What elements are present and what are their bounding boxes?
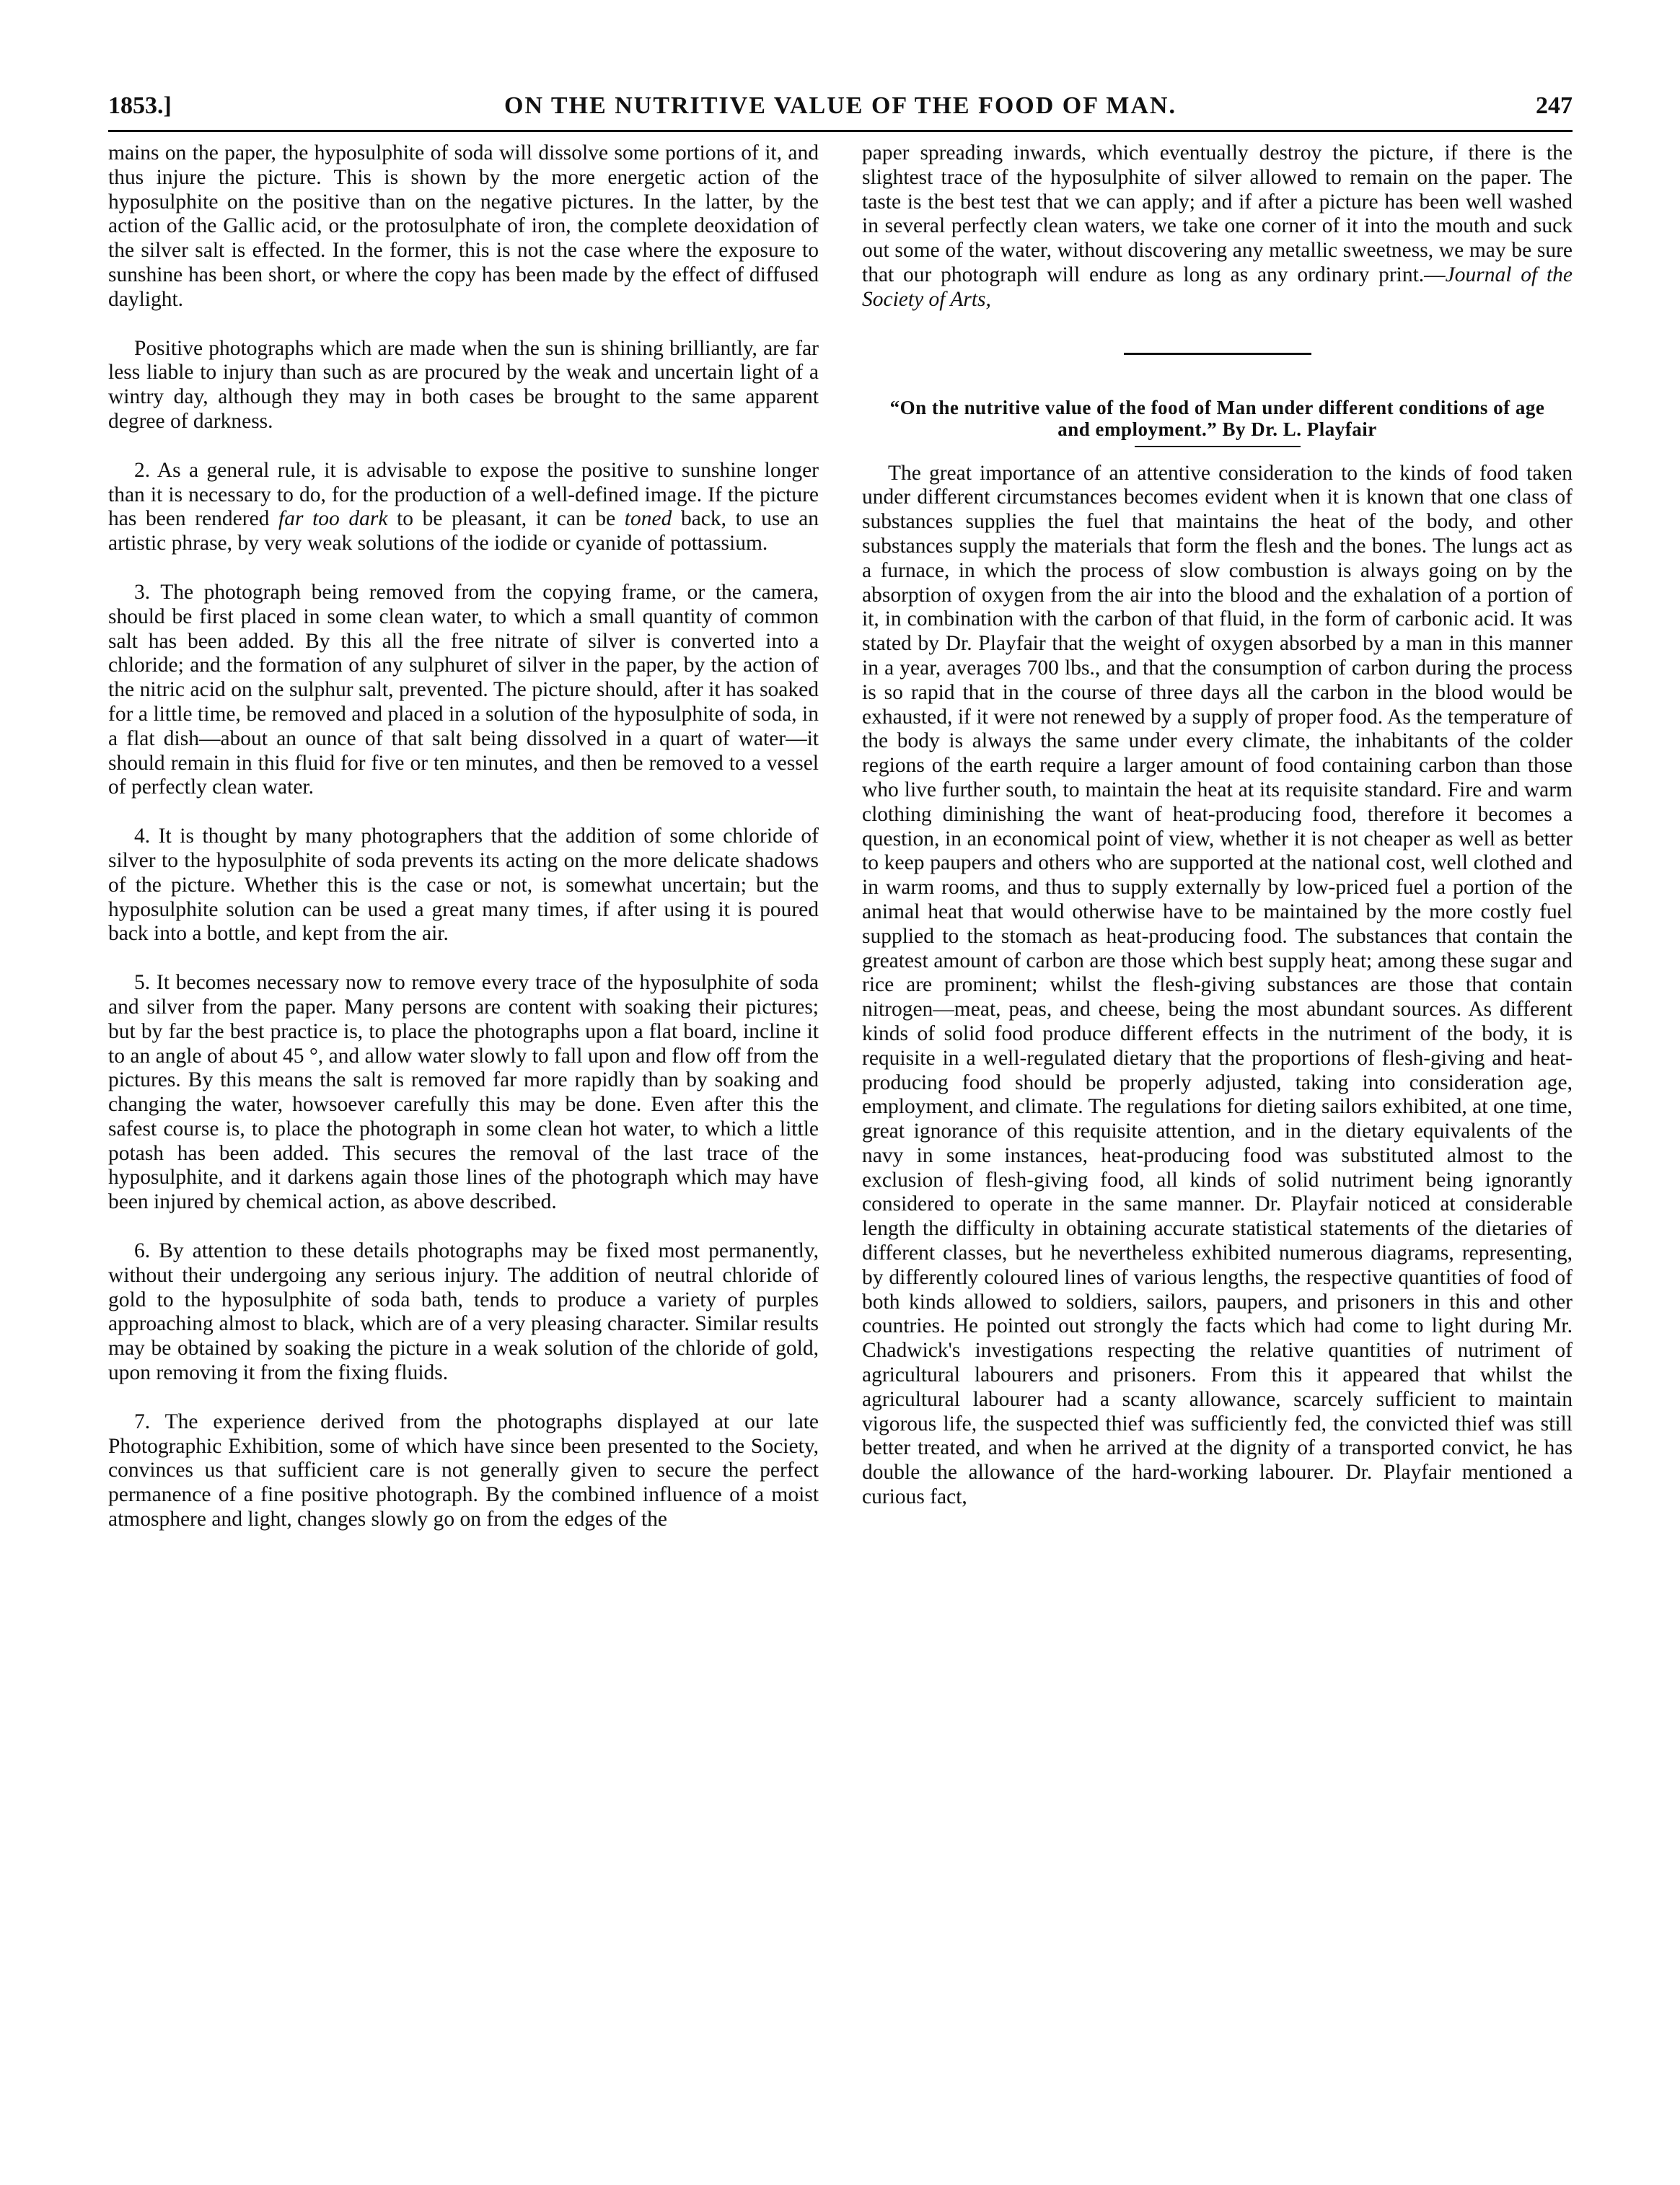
paragraph-text: back, to use an artistic phrase, by very weak solutions of the iodide or cyanide of pottassium. <box>108 507 819 555</box>
source-citation: Journal of the Society of Arts, <box>862 263 1573 311</box>
paragraph: 7. The experience derived from the photographs displayed at our late Photographic Exhibition, some of which have since been presented to the Society, convinces us that sufficient care is not generally given to secure the perfect permanence of a fine positive photograph. By the combined influence of a moist atmosphere and light, changes slowly go on from the edges of the <box>108 1410 819 1531</box>
article-heading: “On the nutritive value of the food of Man under different conditions of age and employment.” By Dr. L. Playfair <box>889 396 1545 440</box>
paragraph: 5. It becomes necessary now to remove every trace of the hyposulphite of soda and silver from the paper. Many persons are content with soaking their pictures; but by far the best practice is, to place the photographs upon a flat board, incline it to an angle of about 45 °, and allow water slowly to fall upon and flow off from the pictures. By this means the salt is removed far more rapidly than by soaking and changing the water, howsoever carefully this may be done. Even after this the safest course is, to place the photograph in some clean hot water, to which a little potash has been added. This secures the removal of the last trace of the hyposulphite, and it darkens again those lines of the photograph which may have been injured by chemical action, as above described. <box>108 971 819 1214</box>
header-year: 1853.] <box>108 92 172 119</box>
left-column <box>108 141 819 1557</box>
paragraph: 4. It is thought by many photographers that the addition of some chloride of silver to the hyposulphite of soda prevents its acting on the more delicate shadows of the picture. Whether this is the case or not, is somewhat uncertain; but the hyposulphite solution can be used a great many times, if after using it is poured back into a bottle, and kept from the air. <box>108 825 819 946</box>
paragraph-text: paper spreading inwards, which eventually destroy the picture, if there is the slightest trace of the hyposulphite of silver allowed to remain on the paper. The taste is the best test that we can apply; and if after a picture has been well washed in several perfectly clean waters, we take one corner of it into the mouth and suck out some of the water, without discovering any metallic sweetness, we may be sure that our photograph will endure as long as any ordinary print.— <box>862 141 1573 286</box>
right-column <box>862 141 1573 1534</box>
italic-phrase: toned <box>624 507 672 531</box>
paragraph <box>862 141 1573 312</box>
page-number: 247 <box>1536 92 1573 119</box>
italic-phrase: far too dark <box>278 507 388 531</box>
paragraph-text: 2. As a general rule, it is advisable to expose the positive to sunshine longer than it is necessary to do, for the production of a well-defined image. If the picture has been rendered <box>108 458 819 531</box>
paragraph: 3. The photograph being removed from the copying frame, or the camera, should be first placed in some clean water, to which a small quantity of common salt has been added. By this all the free nitrate of silver is converted into a chloride; and the formation of any sulphuret of silver in the paper, by the action of the nitric acid on the sulphur salt, prevented. The picture should, after it has soaked for a little time, be removed and placed in a solution of the hyposulphite of soda, in a flat dish—about an ounce of that salt being dissolved in a quart of water—it should remain in this fluid for five or ten minutes, and then be removed to a vessel of perfectly clean water. <box>108 580 819 799</box>
paragraph: 6. By attention to these details photographs may be fixed most permanently, without their undergoing any serious injury. The addition of neutral chloride of gold to the hyposulphite of soda bath, tends to produce a variety of purples approaching almost to black, which are of a very pleasing character. Similar results may be obtained by soaking the picture in a weak solution of the chloride of gold, upon removing it from the fixing fluids. <box>108 1239 819 1385</box>
paragraph: The great importance of an attentive consideration to the kinds of food taken under different circumstances becomes evident when it is known that one class of substances supplies the fuel that maintains the heat of the body, and other substances supply the materials that form the flesh and the bones. The lungs act as a furnace, in which the process of slow combustion is always going on by the absorption of oxygen from the air into the blood and the exhalation of a portion of it, in combination with the carbon of that fluid, in the form of carbonic acid. It was stated by Dr. Playfair that the weight of oxygen absorbed by a man in this manner in a year, averages 700 lbs., and that the consumption of carbon during the process is so rapid that in the course of three days all the carbon in the blood would be exhausted, if it were not renewed by a supply of proper food. As the temperature of the body is always the same under every climate, the inhabitants of the colder regions of the earth require a larger amount of food containing carbon than those who live further south, to maintain the heat at its requisite standard. Fire and warm clothing diminishing the want of heat-producing food, therefore it becomes a question, in an economical point of view, whether it is not cheaper as well as better to keep paupers and others who are supported at the national cost, well clothed and in warm rooms, and thus to supply externally by low-priced fuel a portion of the animal heat that would otherwise have to be maintained by the more costly fuel supplied to the stomach as heat-producing food. The substances that contain the greatest amount of carbon are those which best supply heat; among these sugar and rice are prominent; whilst the flesh-giving substances are those that contain nitrogen—meat, peas, and cheese, being the most abundant sources. As different kinds of solid food produce different effects in the nutriment of the body, it is requisite in a well-regulated dietary that the proportions of flesh-giving and heat-producing food should be properly adjusted, taking into consideration age, employment, and climate. The regulations for dieting sailors exhibited, at one time, great ignorance of this requisite attention, and in the dietary equivalents of the navy in some instances, heat-producing food was substituted almost to the exclusion of flesh-giving food, all kinds of solid nutriment being ignorantly considered to operate in the same manner. Dr. Playfair noticed at considerable length the difficulty in obtaining accurate statistical statements of the dietaries of different classes, but he nevertheless exhibited numerous diagrams, representing, by differently coloured lines of various lengths, the respective quantities of food of both kinds allowed to soldiers, sailors, paupers, and prisoners in this and other countries. He pointed out strongly the facts which had come to light during Mr. Chadwick's investigations respecting the relative quantities of nutriment of agricultural labourers and prisoners. From this it appeared that whilst the agricultural labourer had a scanty allowance, scarcely sufficient to maintain vigorous life, the suspected thief was sufficiently fed, the convicted thief was still better treated, and when he arrived at the dignity of a transported convict, he has double the allowance of the hard-working labourer. Dr. Playfair mentioned a curious fact, <box>862 461 1573 1509</box>
header-title: ON THE NUTRITIVE VALUE OF THE FOOD OF MAN. <box>504 92 1177 119</box>
running-head <box>108 87 1573 132</box>
paragraph-text: to be pleasant, it can be <box>387 507 625 531</box>
paragraph: Positive photographs which are made when the sun is shining brilliantly, are far less liable to injury than such as are procured by the weak and uncertain light of a wintry day, although they may in both cases be brought to the same apparent degree of darkness. <box>108 336 819 433</box>
section-divider <box>1124 353 1311 355</box>
paragraph <box>108 459 819 556</box>
heading-rule <box>1135 446 1301 447</box>
paragraph: mains on the paper, the hyposulphite of soda will dissolve some portions of it, and thus injure the picture. This is shown by the more energetic action of the hyposulphite on the positive than on the negative pictures. In the latter, by the action of the Gallic acid, or the protosulphate of iron, the complete deoxidation of the silver salt is effected. In the former, this is not the case where the exposure to sunshine has been short, or where the copy has been made by the effect of diffused daylight. <box>108 141 819 311</box>
